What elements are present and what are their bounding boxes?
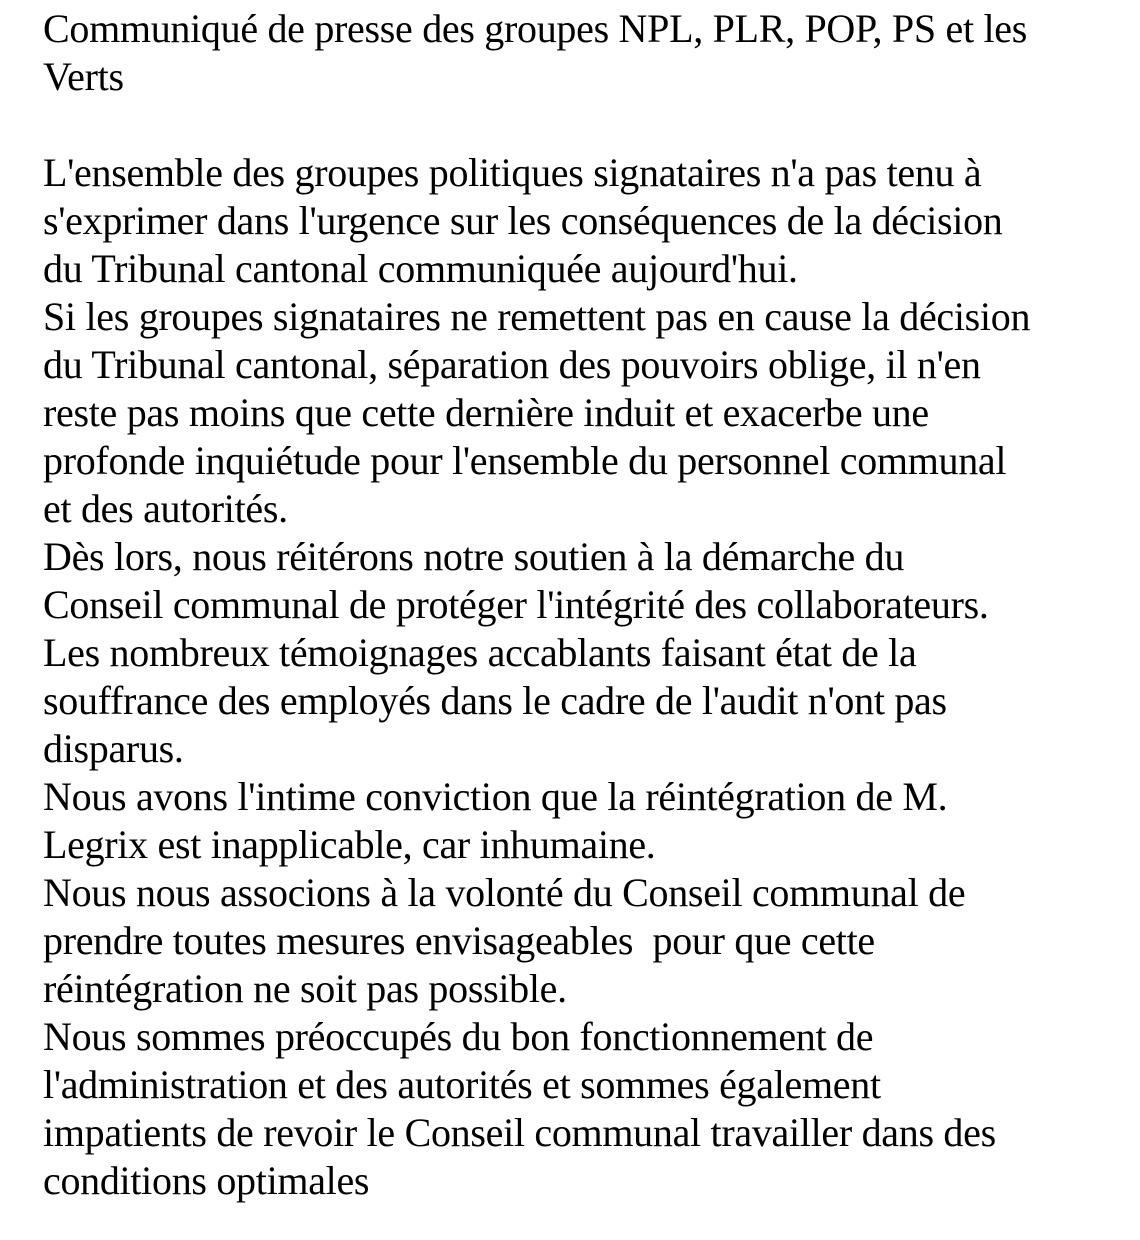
text-line: Les nombreux témoignages accablants faisant état de la: [43, 630, 917, 675]
text-line: Nous nous associons à la volonté du Conseil communal de: [43, 870, 966, 915]
blank-line: [43, 101, 1124, 149]
text-line: prendre toutes mesures envisageables pour que cette: [43, 918, 875, 963]
text-line: l'administration et des autorités et sommes également: [43, 1062, 881, 1107]
document-text: [43, 5, 1124, 1205]
text-line: Legrix est inapplicable, car inhumaine.: [43, 822, 656, 867]
text-line: profonde inquiétude pour l'ensemble du personnel communal: [43, 438, 1007, 483]
text-line: réintégration ne soit pas possible.: [43, 966, 567, 1011]
text-line: Communiqué de presse des groupes NPL, PLR, POP, PS et les: [43, 6, 1028, 51]
text-line: et des autorités.: [43, 486, 288, 531]
text-line: disparus.: [43, 726, 184, 771]
text-line: impatients de revoir le Conseil communal travailler dans des: [43, 1110, 996, 1155]
text-line: reste pas moins que cette dernière induit et exacerbe une: [43, 390, 929, 435]
text-line: L'ensemble des groupes politiques signataires n'a pas tenu à: [43, 150, 982, 195]
text-line: Conseil communal de protéger l'intégrité des collaborateurs.: [43, 582, 989, 627]
text-line: conditions optimales: [43, 1158, 370, 1203]
text-line: Verts: [43, 54, 124, 99]
text-line: Nous sommes préoccupés du bon fonctionnement de: [43, 1014, 874, 1059]
text-line: Nous avons l'intime conviction que la réintégration de M.: [43, 774, 948, 819]
text-line: souffrance des employés dans le cadre de l'audit n'ont pas: [43, 678, 947, 723]
text-line: du Tribunal cantonal communiquée aujourd'hui.: [43, 246, 798, 291]
text-line: Si les groupes signataires ne remettent pas en cause la décision: [43, 294, 1031, 339]
text-line: du Tribunal cantonal, séparation des pouvoirs oblige, il n'en: [43, 342, 981, 387]
text-line: s'exprimer dans l'urgence sur les conséquences de la décision: [43, 198, 1003, 243]
text-line: Dès lors, nous réitérons notre soutien à la démarche du: [43, 534, 905, 579]
